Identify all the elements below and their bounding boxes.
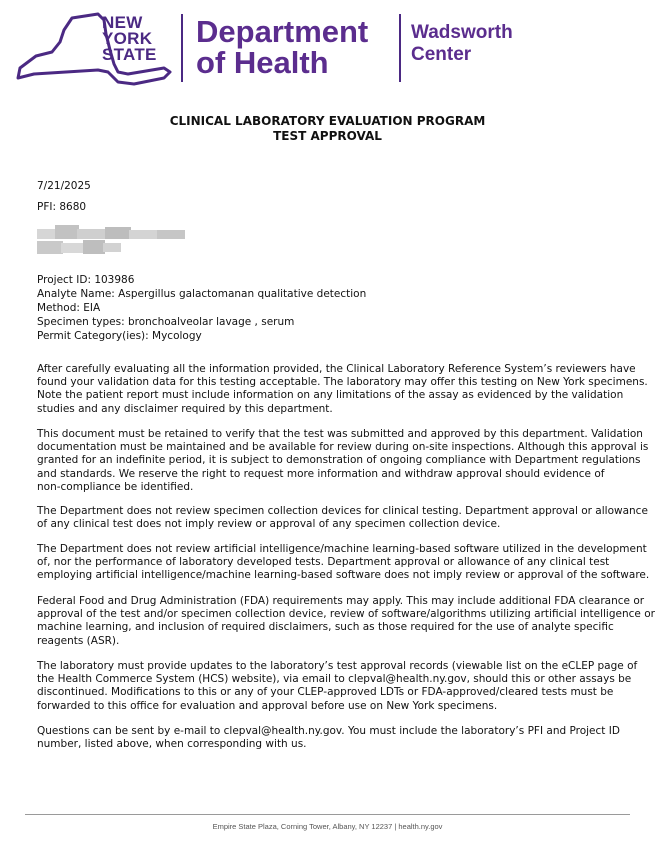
text-line: After carefully evaluating all the information provided, the Clinical Laboratory Reference System’s reviewers have bbox=[37, 363, 636, 375]
text-line: approval of the test and/or specimen collection device, review of software/algorithms utilizing artificial intelligence or bbox=[37, 608, 655, 621]
dept-line-1: Department bbox=[196, 14, 369, 49]
dept-line-2: of Health bbox=[196, 45, 329, 80]
text-line: machine learning, and inclusion of required disclaimers, such as those required for the use of analyte specific bbox=[37, 621, 614, 634]
letter-date: 7/21/2025 bbox=[37, 180, 91, 192]
text-line: and standards. We reserve the right to request more information and withdraw approval should evidence of bbox=[37, 467, 605, 480]
paragraph-questions bbox=[37, 725, 620, 751]
text-line: documentation must be maintained and be available for review during on-site inspections. Although this approval is bbox=[37, 441, 649, 454]
paragraph-fda bbox=[37, 595, 655, 648]
method: Method: EIA bbox=[37, 302, 101, 314]
pfi-number: PFI: 8680 bbox=[37, 201, 87, 213]
text-line: Note the patient report must include information on any limitations of the assay as evidenced by the validation bbox=[37, 389, 624, 402]
paragraph-collection-devices bbox=[37, 505, 648, 531]
text-line: non-compliance be identified. bbox=[37, 480, 194, 493]
text-line: discontinued. Modifications to this or any of your CLEP-approved LDTs or FDA-approved/cleared tests must be bbox=[37, 686, 614, 699]
text-line: This document must be retained to verify that the test was submitted and approved by this department. Validation bbox=[37, 428, 643, 440]
text-line: the Health Commerce System (HCS) website), via email to clepval@health.ny.gov, should this or other assays be bbox=[37, 673, 632, 686]
text-line: Federal Food and Drug Administration (FDA) requirements may apply. This may include additional FDA clearance or bbox=[37, 595, 645, 607]
document-title: CLINICAL LABORATORY EVALUATION PROGRAM bbox=[169, 114, 486, 128]
specimen-types: Specimen types: bronchoalveolar lavage , serum bbox=[37, 316, 295, 328]
redacted-address bbox=[37, 225, 187, 257]
paragraph-ai-ml bbox=[37, 543, 650, 583]
text-line: reagents (ASR). bbox=[37, 634, 120, 647]
new-york-state-wordmark bbox=[102, 15, 157, 63]
paragraph-validation bbox=[37, 363, 648, 416]
text-line: of any clinical test does not imply review or approval of any specimen collection device. bbox=[37, 518, 501, 531]
text-line: of, nor the performance of laboratory developed tests. Department approval or allowance of any clinical test bbox=[37, 556, 610, 569]
text-line: Questions can be sent by e-mail to clepval@health.ny.gov. You must include the laboratory’s PFI and Project ID bbox=[37, 725, 620, 737]
paragraph-updates bbox=[37, 660, 638, 713]
paragraph-retention bbox=[37, 428, 649, 494]
department-of-health-wordmark bbox=[196, 16, 368, 78]
letterhead bbox=[0, 0, 655, 100]
text-line: granted for an indefinite period, it is subject to demonstration of ongoing compliance with Department regulations bbox=[37, 454, 641, 467]
footer-address: Empire State Plaza, Corning Tower, Albany, NY 12237 | health.ny.gov bbox=[212, 822, 443, 831]
text-line: The laboratory must provide updates to the laboratory’s test approval records (viewable list on the eCLEP page of bbox=[37, 660, 638, 672]
text-line: number, listed above, when corresponding with us. bbox=[37, 738, 307, 751]
document-subtitle: TEST APPROVAL bbox=[273, 129, 382, 143]
state-line-3: STATE bbox=[102, 45, 157, 64]
footer-divider bbox=[25, 814, 630, 815]
text-line: found your validation data for this testing acceptable. The laboratory may offer this testing on New York specimens. bbox=[37, 376, 648, 389]
permit-category: Permit Category(ies): Mycology bbox=[37, 330, 202, 342]
text-line: studies and any disclaimer required by this department. bbox=[37, 402, 333, 415]
header-divider bbox=[399, 14, 401, 82]
wadsworth-center-wordmark bbox=[411, 22, 513, 66]
text-line: forwarded to this office for evaluation and approval before use on New York specimens. bbox=[37, 699, 498, 712]
text-line: The Department does not review specimen collection devices for clinical testing. Department approval or allowance bbox=[37, 505, 648, 517]
analyte-name: Analyte Name: Aspergillus galactomanan qualitative detection bbox=[37, 288, 367, 300]
text-line: employing artificial intelligence/machine learning-based software does not imply review or approval of the software. bbox=[37, 569, 650, 582]
text-line: The Department does not review artificial intelligence/machine learning-based software utilized in the development bbox=[37, 543, 647, 555]
state-line-2: YORK bbox=[102, 29, 153, 48]
project-id: Project ID: 103986 bbox=[37, 274, 135, 286]
center-line-2: Center bbox=[411, 44, 472, 65]
state-line-1: NEW bbox=[102, 13, 143, 32]
center-line-1: Wadsworth bbox=[411, 22, 513, 43]
header-divider bbox=[181, 14, 183, 82]
